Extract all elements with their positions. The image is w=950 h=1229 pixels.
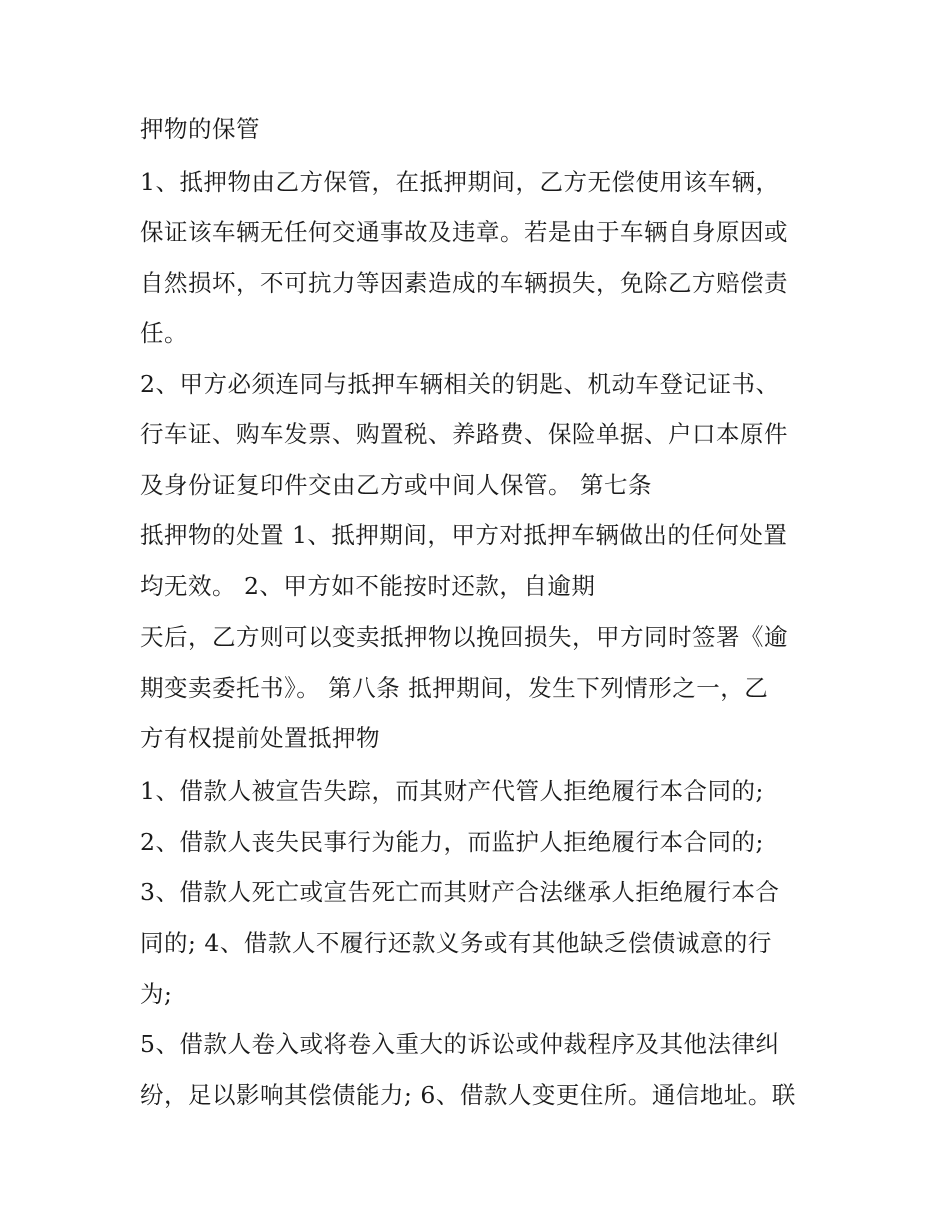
text-line: 1、抵押物由乙方保管，在抵押期间，乙方无偿使用该车辆， <box>140 168 780 196</box>
text-line: 为; <box>140 980 173 1008</box>
text-line: 纷，足以影响其偿债能力; 6、借款人变更住所。通信地址。联 <box>140 1081 796 1109</box>
text-line: 抵押物的处置 1、抵押期间，甲方对抵押车辆做出的任何处置 <box>140 521 788 549</box>
text-line: 自然损坏，不可抗力等因素造成的车辆损失，免除乙方赔偿责 <box>140 269 788 297</box>
text-line: 方有权提前处置抵押物 <box>140 724 380 752</box>
text-line: 行车证、购车发票、购置税、养路费、保险单据、户口本原件 <box>140 420 788 448</box>
text-line: 任。 <box>140 319 188 347</box>
text-line: 押物的保管 <box>140 115 260 143</box>
text-line: 均无效。 2、甲方如不能按时还款，自逾期 <box>140 572 596 600</box>
text-line: 保证该车辆无任何交通事故及违章。若是由于车辆自身原因或 <box>140 218 788 246</box>
text-line: 天后，乙方则可以变卖抵押物以挽回损失，甲方同时签署《逾 <box>140 623 788 651</box>
text-line: 5、借款人卷入或将卷入重大的诉讼或仲裁程序及其他法律纠 <box>140 1030 780 1058</box>
text-line: 同的; 4、借款人不履行还款义务或有其他缺乏偿债诚意的行 <box>140 929 772 957</box>
text-line: 及身份证复印件交由乙方或中间人保管。 第七条 <box>140 471 652 499</box>
text-line: 期变卖委托书》。 第八条 抵押期间，发生下列情形之一，乙 <box>140 674 769 702</box>
text-line: 2、借款人丧失民事行为能力，而监护人拒绝履行本合同的; <box>140 828 764 856</box>
text-line: 1、借款人被宣告失踪，而其财产代管人拒绝履行本合同的; <box>140 777 764 805</box>
text-line: 3、借款人死亡或宣告死亡而其财产合法继承人拒绝履行本合 <box>140 878 780 906</box>
text-line: 2、甲方必须连同与抵押车辆相关的钥匙、机动车登记证书、 <box>140 370 780 398</box>
